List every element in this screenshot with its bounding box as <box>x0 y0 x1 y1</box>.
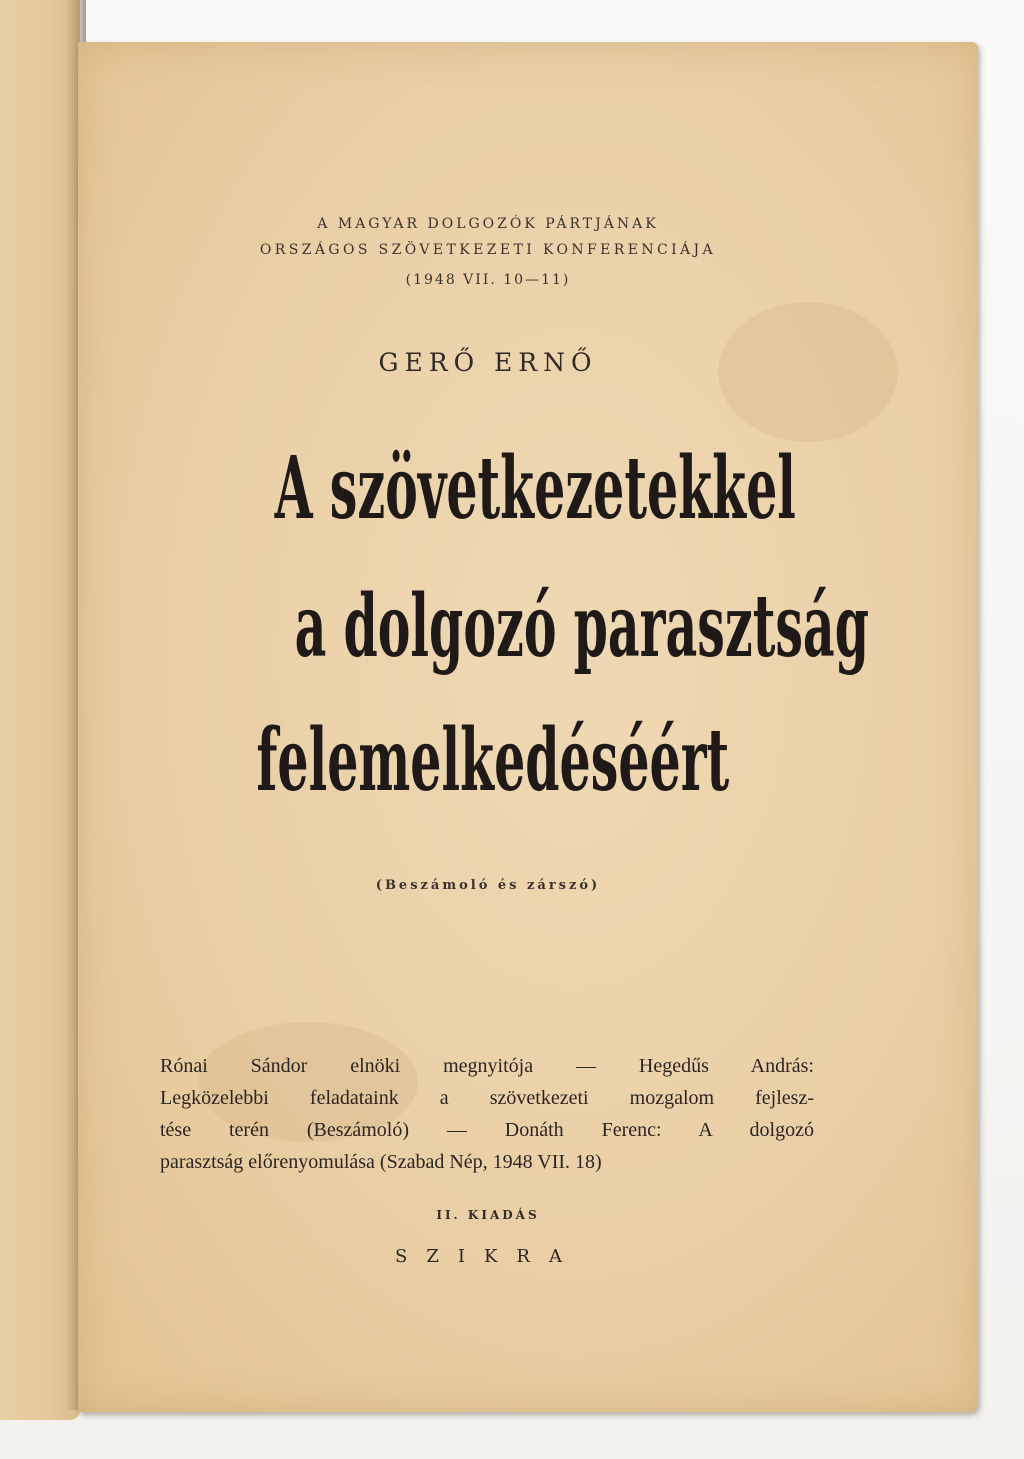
title-line-1 <box>78 438 898 539</box>
title-text-1: A szövetkezetekkel <box>274 438 796 539</box>
title-text-3: felemelkedéséért <box>256 710 730 811</box>
page-content <box>78 42 978 1412</box>
conference-date: (1948 VII. 10—11) <box>405 272 571 288</box>
contents-block <box>160 1050 814 1178</box>
contents-line-2: Legközelebbi feladataink a szövetkezeti mozgalom fejlesz- <box>160 1087 814 1109</box>
organization-line: A MAGYAR DOLGOZÓK PÁRTJÁNAK <box>317 216 659 232</box>
contents-line-1: Rónai Sándor elnöki megnyitója — Hegedűs András: <box>160 1055 814 1077</box>
subtitle: (Beszámoló és zárszó) <box>375 878 601 893</box>
edition-label: II. KIADÁS <box>436 1208 540 1222</box>
contents-line-4: parasztság előrenyomulása (Szabad Nép, 1948 VII. 18) <box>160 1151 602 1173</box>
contents-line-3: tése terén (Beszámoló) — Donáth Ferenc: A dolgozó <box>160 1119 814 1141</box>
title-text-2: a dolgozó parasztság <box>294 576 869 677</box>
author-name: GERŐ ERNŐ <box>378 348 598 377</box>
title-line-2 <box>78 576 898 677</box>
publisher-name: SZIKRA <box>395 1246 581 1267</box>
title-page <box>78 42 978 1412</box>
conference-line: ORSZÁGOS SZÖVETKEZETI KONFERENCIÁJA <box>259 242 717 258</box>
title-line-3 <box>78 710 898 811</box>
